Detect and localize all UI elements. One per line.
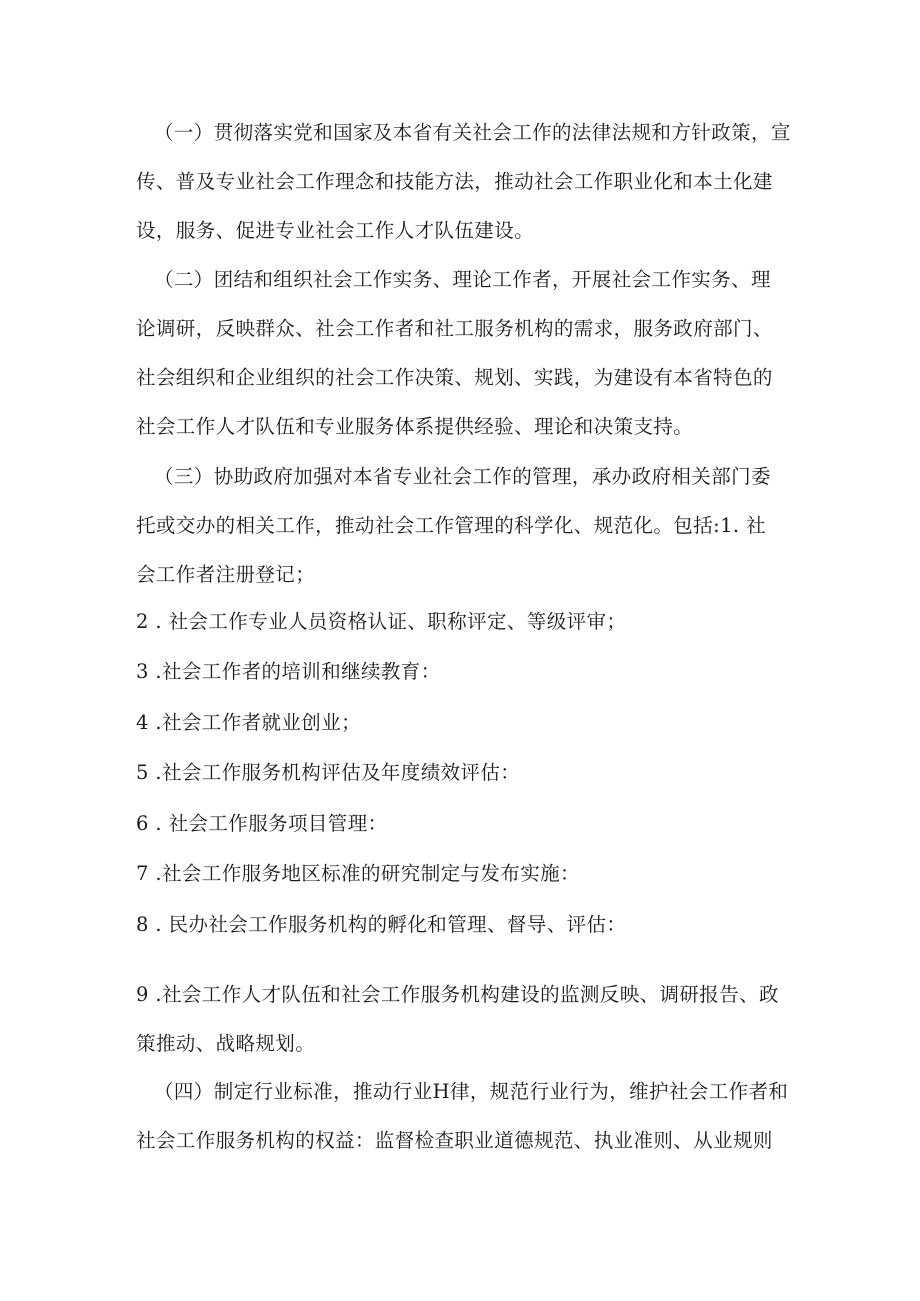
paragraph-1 <box>136 108 804 255</box>
paragraph-line: 设，服务、促进专业社会工作人才队伍建设。 <box>136 219 535 242</box>
list-item-line: 5 .社会工作服务机构评估及年度绩效评估： <box>136 761 521 784</box>
paragraph-line: 传、普及专业社会工作理念和技能方法，推动社会工作职业化和本土化建 <box>136 170 773 193</box>
paragraph-line: （三）协助政府加强对本省专业社会工作的管理，承办政府相关部门委 <box>154 465 771 488</box>
list-item-line: 6 . 社会工作服务项目管理： <box>136 812 388 835</box>
paragraph-line: （一）贯彻落实党和国家及本省有关社会工作的法律法规和方针政策，宣 <box>154 121 791 144</box>
list-item-line: 7 .社会工作服务地区标准的研究制定与发布实施： <box>136 862 580 885</box>
paragraph-line: 社会工作服务机构的权益：监督检查职业道德规范、执业准则、从业规则 <box>136 1129 773 1152</box>
list-item-4 <box>136 698 786 747</box>
list-item-6 <box>136 799 786 848</box>
list-item-5 <box>136 748 786 797</box>
paragraph-4 <box>136 1067 804 1165</box>
paragraph-line: （四）制定行业标准，推动行业H律，规范行业行为，维护社会工作者和 <box>154 1080 789 1103</box>
paragraph-line: （二）团结和组织社会工作实务、理论工作者，开展社会工作实务、理 <box>154 268 771 291</box>
list-item-line: 4 .社会工作者就业创业； <box>136 711 362 734</box>
list-item-line: 3 .社会工作者的培训和继续教育： <box>136 660 441 683</box>
paragraph-line: 社会组织和企业组织的社会工作决策、规划、实践，为建设有本省特色的 <box>136 366 773 389</box>
paragraph-line: 托或交办的相关工作，推动社会工作管理的科学化、规范化。包括:1. 社 <box>136 514 766 537</box>
paragraph-line: 会工作者注册登记； <box>136 563 316 586</box>
list-item-3 <box>136 647 786 696</box>
list-item-line: 8 . 民办社会工作服务机构的孵化和管理、督导、评估： <box>136 913 627 936</box>
paragraph-3 <box>136 452 804 599</box>
list-item-2 <box>136 597 786 646</box>
paragraph-line: 论调研，反映群众、社会工作者和社工服务机构的需求，服务政府部门、 <box>136 317 773 340</box>
list-item-7 <box>136 849 786 898</box>
list-item-8 <box>136 900 786 949</box>
list-item-line: 2 . 社会工作专业人员资格认证、职称评定、等级评审； <box>136 610 627 633</box>
paragraph-2 <box>136 255 804 451</box>
list-item-line: 策推动、战略规划。 <box>136 1032 316 1055</box>
list-item-line: 9 .社会工作人才队伍和社会工作服务机构建设的监测反映、调研报告、政 <box>136 983 779 1006</box>
paragraph-line: 社会工作人才队伍和专业服务体系提供经验、理论和决策支持。 <box>136 415 694 438</box>
list-item-9 <box>136 970 786 1068</box>
